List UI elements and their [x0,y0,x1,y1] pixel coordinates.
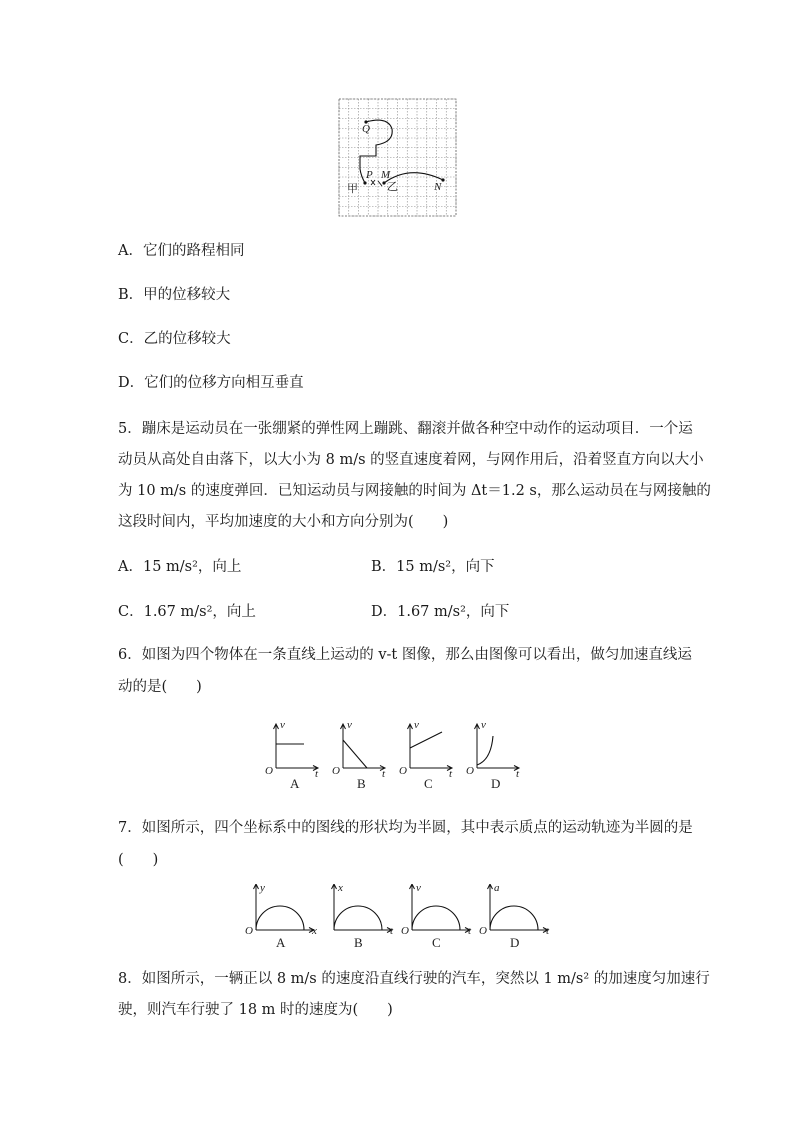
q6-graph-c-y-label: v [414,719,419,731]
q7-graph-b-semicircle [334,906,382,930]
q4-point-n [441,178,444,181]
q6-vt-graphs-figure [262,718,532,793]
q5-option-a: A．15 m/s²，向上 [118,559,242,575]
q7-semicircle-graphs-figure [242,884,552,950]
q5-text-line-1: 5．蹦床是运动员在一张绷紧的弹性网上蹦跳、翻滚并做各种空中动作的运动项目．一个运 [118,421,693,437]
q7-graph-a-x-label: x [312,925,317,937]
q5-option-d: D．1.67 m/s²，向下 [371,604,510,620]
q6-text-line-2: 动的是( ) [118,679,202,695]
q6-graph-b-caption: B [357,776,366,791]
q4-option-d: D．它们的位移方向相互垂直 [118,375,304,391]
q7-text-line-1: 7．如图所示，四个坐标系中的图线的形状均为半圆，其中表示质点的运动轨迹为半圆的是 [118,820,693,836]
q7-graph-c-x-label: t [468,925,472,937]
q6-graph-a-y-label: v [280,719,285,731]
q4-grid-figure [338,98,462,220]
q4-label-p: P [366,169,373,181]
q6-graph-d-origin: O [466,765,474,777]
q6-graph-a-origin: O [265,765,273,777]
q4-label-jia: 甲 [347,183,358,195]
q7-graph-b-y-label: x [338,884,343,894]
q7-graph-d-caption: D [510,935,520,950]
q4-label-m: M [381,169,391,181]
q7-graph-c-semicircle [412,906,460,930]
q6-graph-d-caption: D [491,776,501,791]
q7-graph-c-y-label: v [416,884,421,894]
q6-graph-c-x-label: t [449,768,453,780]
q4-label-yi: 乙 [387,181,398,193]
q4-point-m [382,181,385,184]
q7-graph-a-semicircle [256,906,304,930]
q6-text-line-1: 6．如图为四个物体在一条直线上运动的 v-t 图像，那么由图像可以看出，做匀加速直线运 [118,647,692,663]
q5-text-line-4: 这段时间内，平均加速度的大小和方向分别为( ) [118,514,449,530]
q6-graph-c-caption: C [424,776,433,791]
q6-graph-b-x-label: t [382,768,386,780]
q5-text-line-3: 为 10 m/s 的速度弹回．已知运动员与网接触的时间为 Δt＝1.2 s，那么运动员在与网接触的 [118,483,711,499]
q4-option-a: A．它们的路程相同 [118,243,245,259]
q6-graph-c-line [410,732,442,748]
q8-text-line-1: 8．如图所示，一辆正以 8 m/s 的速度沿直线行驶的汽车，突然以 1 m/s² 的加速度匀加速行 [118,971,710,987]
q4-grid-lines [339,99,456,216]
q5-option-b: B．15 m/s²，向下 [371,559,495,575]
q7-graph-a-origin: O [245,925,253,937]
q7-text-line-2: ( ) [118,852,159,868]
q7-graph-d-x-label: t [546,925,550,937]
q4-option-c: C．乙的位移较大 [118,331,231,347]
q6-graph-d-line [477,736,493,765]
q5-option-c: C．1.67 m/s²，向上 [118,604,256,620]
q6-graph-c-origin: O [399,765,407,777]
q7-graph-d-y-label: a [494,884,500,894]
q7-graph-d-semicircle [490,906,538,930]
q5-text-line-2: 动员从高处自由落下，以大小为 8 m/s 的竖直速度着网，与网作用后，沿着竖直方向以大小 [118,452,704,468]
q7-graph-a-y-label: y [260,884,265,894]
q6-graph-b-line [343,740,367,768]
q7-graph-c-origin: O [401,925,409,937]
q4-point-p [363,181,366,184]
q6-graph-d-y-label: v [481,719,486,731]
q4-label-q: Q [362,123,370,135]
q4-option-b: B．甲的位移较大 [118,287,231,303]
q7-graph-c-caption: C [432,935,441,950]
q6-graph-a-x-label: t [315,768,319,780]
q7-graph-b-caption: B [354,935,363,950]
q6-graph-d-x-label: t [516,768,520,780]
q8-text-line-2: 驶，则汽车行驶了 18 m 时的速度为( ) [118,1002,393,1018]
q7-graph-d-origin: O [479,925,487,937]
q6-graph-b-origin: O [332,765,340,777]
q7-graph-a-caption: A [276,935,286,950]
q4-label-n: N [434,181,442,193]
q7-graph-b-x-label: t [390,925,394,937]
q6-graph-b-y-label: v [347,719,352,731]
q6-graph-a-caption: A [290,776,300,791]
